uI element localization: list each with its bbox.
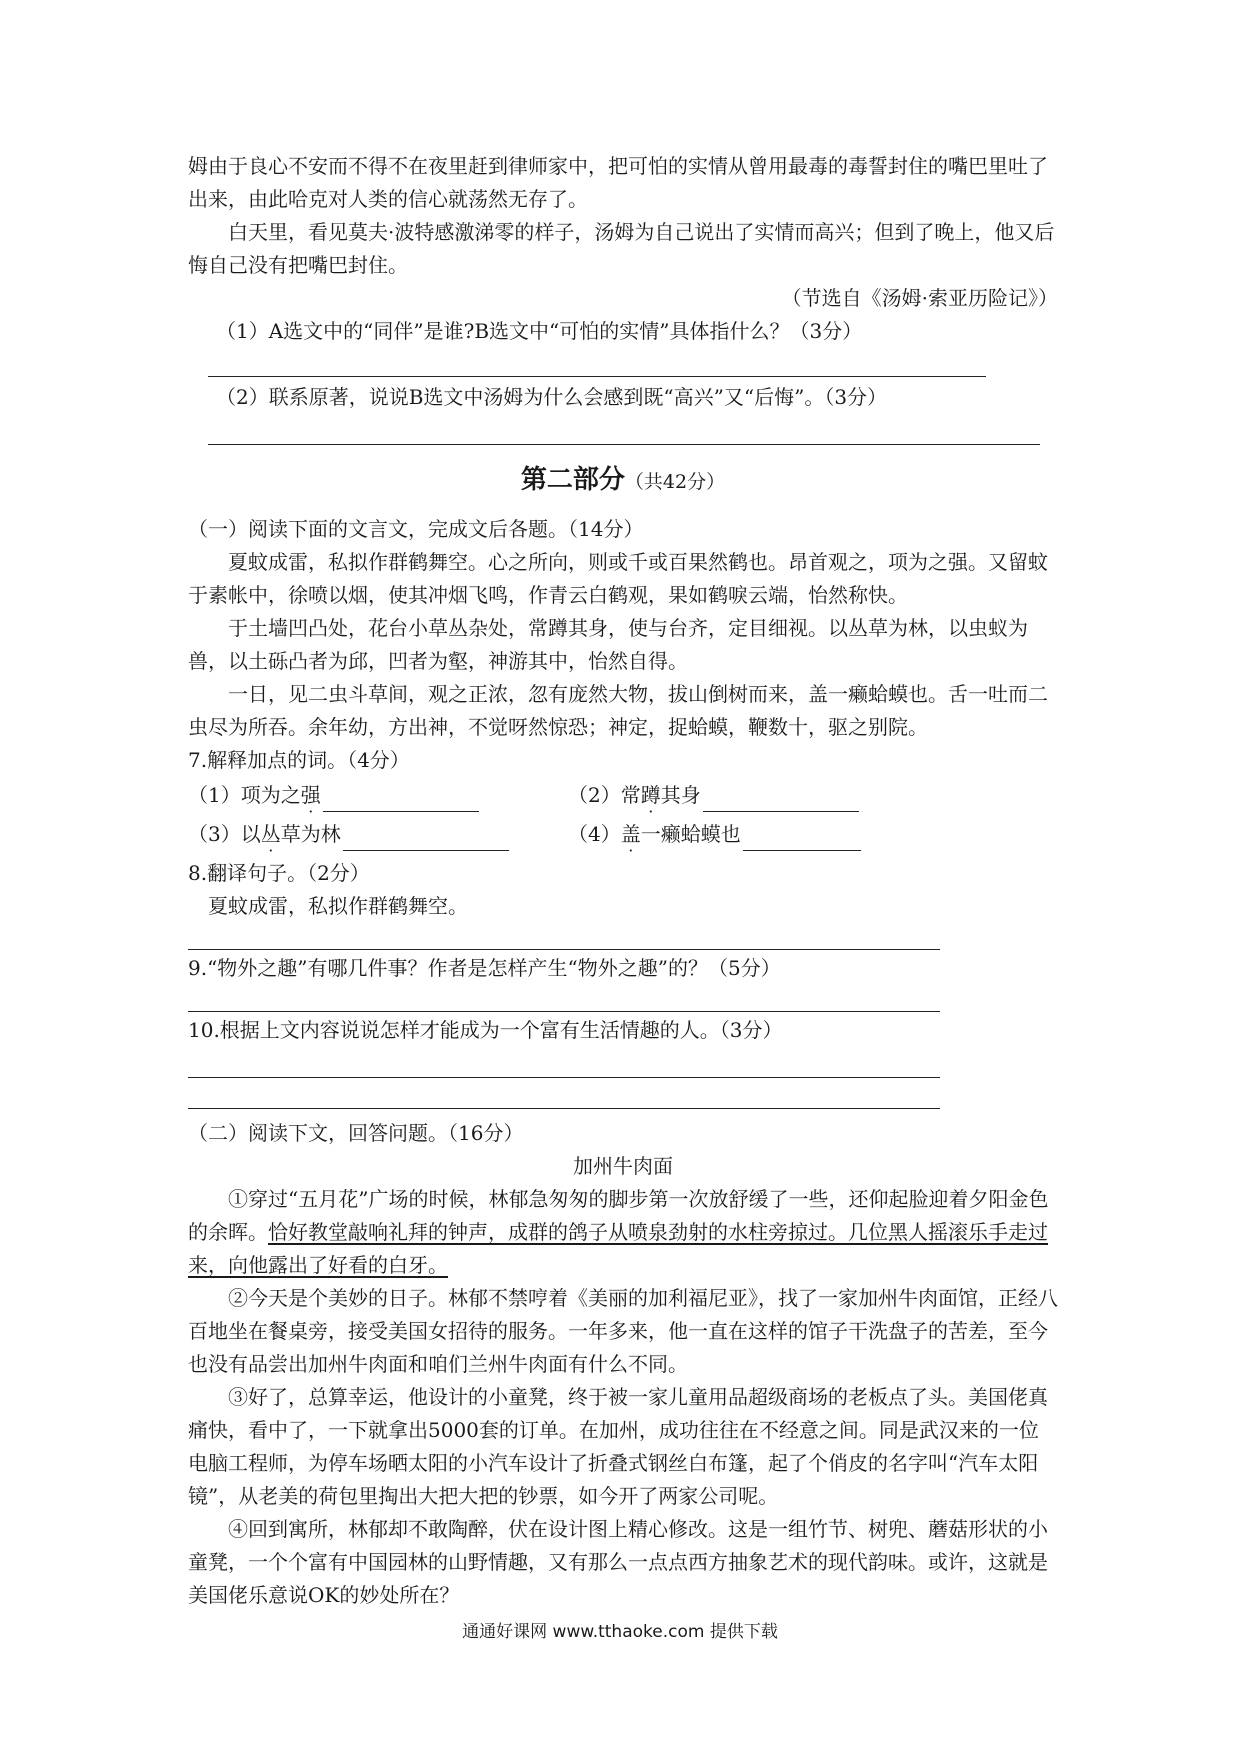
question-7-item-1: （1）项为之 强 · bbox=[188, 779, 568, 812]
question-8: 8.翻译句子。（2分） bbox=[188, 861, 370, 885]
classical-paragraph-2: 于土墙凹凸处，花台小草丛杂处，常蹲其身，使与台齐，定目细视。以丛草为林，以虫蚁为兽，以土砾凸者为邱，凹者为壑，神游其中，怡然自得。 bbox=[188, 616, 1028, 673]
question-7-row-1 bbox=[188, 779, 1058, 812]
article-paragraph-3: ③好了，总算幸运，他设计的小童凳，终于被一家儿童用品超级商场的老板点了头。美国佬真痛快，看中了，一下就拿出5000套的订单。在加州，成功往往在不经意之间。同是武汉来的一位电脑工程师，为停车场晒太阳的小汽车设计了折叠式钢丝白布篷，起了个俏皮的名字叫“汽车太阳镜”，从老美的荷包里掏出大把大把的钞票，如今开了两家公司呢。 bbox=[188, 1385, 1048, 1508]
article-paragraph-2: ②今天是个美妙的日子。林郁不禁哼着《美丽的加利福尼亚》，找了一家加州牛肉面馆，正经八百地坐在餐桌旁，接受美国女招待的服务。一年多来，他一直在这样的馆子干洗盘子的苦差，至今也没有品尝出加州牛肉面和咱们兰州牛肉面有什么不同。 bbox=[188, 1286, 1058, 1376]
question-1: （1）A选文中的“同伴”是谁?B选文中“可怕的实情”具体指什么？（3分） bbox=[216, 319, 863, 343]
part-two-score: （共42分） bbox=[624, 471, 726, 493]
question-10: 10.根据上文内容说说怎样才能成为一个富有生活情趣的人。（3分） bbox=[188, 1018, 783, 1042]
answer-blank-7-4[interactable] bbox=[743, 828, 861, 851]
question-2: （2）联系原著，说说B选文中汤姆为什么会感到既“高兴”又“后悔”。（3分） bbox=[216, 385, 888, 409]
answer-line-q9[interactable] bbox=[188, 1011, 940, 1012]
article-title: 加州牛肉面 bbox=[573, 1154, 673, 1178]
passage-source: （节选自《汤姆·索亚历险记》） bbox=[781, 286, 1058, 310]
answer-line-q8[interactable] bbox=[188, 949, 940, 950]
answer-blank-7-2[interactable] bbox=[703, 789, 859, 812]
answer-line-q2[interactable] bbox=[208, 444, 1040, 445]
section-two-heading: （二）阅读下文，回答问题。（16分） bbox=[188, 1121, 524, 1145]
question-7: 7.解释加点的词。（4分） bbox=[188, 748, 410, 772]
question-7-item-2: （2）常 蹲 · 其身 bbox=[568, 779, 988, 812]
answer-line-q1[interactable] bbox=[208, 376, 986, 377]
answer-blank-7-3[interactable] bbox=[343, 828, 509, 851]
classical-paragraph-1: 夏蚊成雷，私拟作群鹤舞空。心之所向，则或千或百果然鹤也。昂首观之，项为之强。又留蚊于素帐中，徐喷以烟，使其冲烟飞鸣，作青云白鹤观，果如鹤唳云端，怡然称快。 bbox=[188, 550, 1048, 607]
passage-b-paragraph-1: 姆由于良心不安而不得不在夜里赶到律师家中，把可怕的实情从曾用最毒的毒誓封住的嘴巴里吐了出来，由此哈克对人类的信心就荡然无存了。 bbox=[188, 154, 1048, 211]
dotted-word: 强 · bbox=[301, 779, 321, 812]
answer-line-q10-b[interactable] bbox=[188, 1108, 940, 1109]
article-paragraph-4: ④回到寓所，林郁却不敢陶醉，伏在设计图上精心修改。这是一组竹节、树兜、蘑菇形状的小童凳，一个个富有中国园林的山野情趣，又有那么一点点西方抽象艺术的现代韵味。或许，这就是美国佬乐意说OK的妙处所在？ bbox=[188, 1517, 1048, 1607]
section-one-heading: （一）阅读下面的文言文，完成文后各题。（14分） bbox=[188, 517, 644, 541]
dotted-word: 蹲 · bbox=[641, 779, 661, 812]
question-9: 9.“物外之趣”有哪几件事？作者是怎样产生“物外之趣”的？（5分） bbox=[188, 956, 781, 980]
classical-paragraph-3: 一日，见二虫斗草间，观之正浓，忽有庞然大物，拔山倒树而来，盖一癞蛤蟆也。舌一吐而二虫尽为所吞。余年幼，方出神，不觉呀然惊恐；神定，捉蛤蟆，鞭数十，驱之别院。 bbox=[188, 682, 1048, 739]
question-8-sentence: 夏蚊成雷，私拟作群鹤舞空。 bbox=[208, 894, 468, 918]
part-two-heading bbox=[188, 463, 1058, 499]
dotted-word: 丛 · bbox=[261, 818, 281, 851]
part-two-title: 第二部分 bbox=[520, 465, 625, 495]
article-paragraph-1: ①穿过“五月花”广场的时候，林郁急匆匆的脚步第一次放舒缓了一些，还仰起脸迎着夕阳金色的余晖。恰好教堂敲响礼拜的钟声，成群的鸽子从喷泉劲射的水柱旁掠过。几位黑人摇滚乐手走过来，向他露出了好看的白牙。 bbox=[188, 1187, 1049, 1277]
question-7-item-3: （3）以 丛 · 草为林 bbox=[188, 818, 568, 851]
page-footer: 通通好课网 www.tthaoke.com 提供下载 bbox=[462, 1622, 778, 1642]
answer-blank-7-1[interactable] bbox=[323, 789, 479, 812]
question-7-row-2 bbox=[188, 818, 1058, 851]
passage-b-paragraph-2: 白天里，看见莫夫·波特感激涕零的样子，汤姆为自己说出了实情而高兴；但到了晚上，他又后悔自己没有把嘴巴封住。 bbox=[188, 220, 1055, 277]
question-7-item-4: （4） 盖 · 一癞蛤蟆也 bbox=[568, 818, 988, 851]
dotted-word: 盖 · bbox=[621, 818, 641, 851]
document-page bbox=[188, 150, 1058, 1612]
underlined-sentence: 恰好教堂敲响礼拜的钟声，成群的鸽子从喷泉劲射的水柱旁掠过。几位黑人摇滚乐手走过来，向他露出了好看的白牙。 bbox=[188, 1220, 1048, 1277]
answer-line-q10-a[interactable] bbox=[188, 1077, 940, 1078]
